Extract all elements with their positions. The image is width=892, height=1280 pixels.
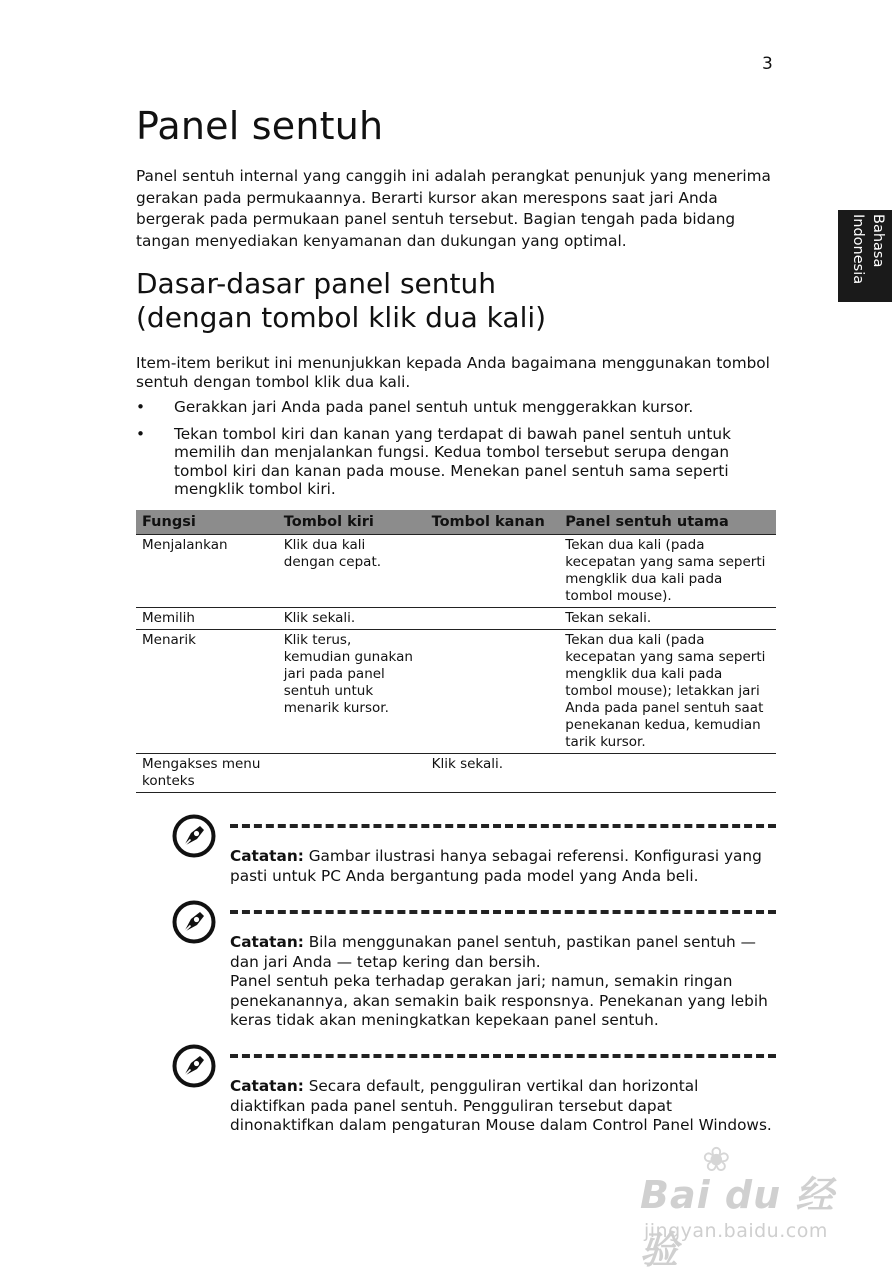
table-row <box>136 535 776 608</box>
table-cell: Klik sekali. <box>278 608 426 630</box>
table-cell: Tekan sekali. <box>559 608 776 630</box>
note-text <box>230 847 776 886</box>
note-box <box>172 814 776 894</box>
note-label: Catatan: <box>230 1077 304 1095</box>
table-cell <box>426 608 560 630</box>
note-text <box>230 933 776 1031</box>
language-side-tab-label: Bahasa Indonesia <box>850 214 886 285</box>
list-item-text: Tekan tombol kiri dan kanan yang terdapat di bawah panel sentuh untuk memilih dan menjalankan fungsi. Kedua tombol tersebut serupa dengan tombol kiri dan kanan pada mouse. Menekan panel sentuh sama seperti mengklik tombol kiri. <box>174 424 731 498</box>
note-paragraph <box>230 933 776 972</box>
table-cell: Tekan dua kali (pada kecepatan yang sama seperti mengklik dua kali pada tombol mouse). <box>559 535 776 608</box>
page-title: Panel sentuh <box>136 104 384 148</box>
table-cell <box>278 754 426 793</box>
section-lead: Item-item berikut ini menunjukkan kepada Anda bagaimana menggunakan tombol sentuh dengan tombol klik dua kali. <box>136 354 770 391</box>
column-header: Fungsi <box>136 510 278 535</box>
section-title-line-1: Dasar-dasar panel sentuh <box>136 267 496 300</box>
watermark-brand: Bai du 经验 <box>640 1173 835 1272</box>
dashed-divider <box>230 1054 776 1058</box>
watermark-url: jingyan.baidu.com <box>644 1220 828 1242</box>
table-row <box>136 754 776 793</box>
dashed-divider <box>230 910 776 914</box>
table-cell: Klik dua kali dengan cepat. <box>278 535 426 608</box>
table-cell: Menjalankan <box>136 535 278 608</box>
table-cell: Menarik <box>136 630 278 754</box>
intro-paragraph: Panel sentuh internal yang canggih ini adalah perangkat penunjuk yang menerima gerakan pada permukaannya. Berarti kursor akan merespons saat jari Anda bergerak pada permukaan panel sentuh tersebut. Bagian tengah pada bidang tangan menyediakan kenyamanan dan dukungan yang optimal. <box>136 167 771 250</box>
list-item <box>136 425 776 499</box>
dashed-divider <box>230 824 776 828</box>
list-item-text: Gerakkan jari Anda pada panel sentuh untuk menggerakkan kursor. <box>174 398 694 416</box>
table-cell: Klik terus, kemudian gunakan jari pada panel sentuh untuk menarik kursor. <box>278 630 426 754</box>
note-label: Catatan: <box>230 933 304 951</box>
pen-nib-icon <box>172 900 216 944</box>
section-title <box>136 267 776 335</box>
table-cell: Memilih <box>136 608 278 630</box>
note-body: Bila menggunakan panel sentuh, pastikan panel sentuh — dan jari Anda — tetap kering dan bersih. <box>230 933 756 971</box>
note-body: Gambar ilustrasi hanya sebagai referensi. Konfigurasi yang pasti untuk PC Anda bergantung pada model yang Anda beli. <box>230 847 762 885</box>
note-label: Catatan: <box>230 847 304 865</box>
note-paragraph: Panel sentuh peka terhadap gerakan jari; namun, semakin ringan penekanannya, akan semakin baik responsnya. Penekanan yang lebih keras tidak akan meningkatkan kepekaan panel sentuh. <box>230 972 768 1029</box>
section-title-line-2: (dengan tombol klik dua kali) <box>136 301 547 334</box>
baidu-watermark <box>640 1140 860 1272</box>
table-header-row <box>136 510 776 535</box>
list-item <box>136 398 776 417</box>
function-table <box>136 510 776 793</box>
table-cell: Klik sekali. <box>426 754 560 793</box>
table-row <box>136 630 776 754</box>
bullet-icon: • <box>136 398 146 416</box>
page-number: 3 <box>762 54 773 74</box>
bullet-list <box>136 398 776 507</box>
table-cell: Tekan dua kali (pada kecepatan yang sama seperti mengklik dua kali pada tombol mouse); letakkan jari Anda pada panel sentuh saat penekanan kedua, kemudian tarik kursor. <box>559 630 776 754</box>
table-cell <box>426 535 560 608</box>
pen-nib-icon <box>172 1044 216 1088</box>
column-header: Panel sentuh utama <box>559 510 776 535</box>
language-side-tab <box>838 210 892 302</box>
table-cell <box>559 754 776 793</box>
column-header: Tombol kanan <box>426 510 560 535</box>
paw-icon: ❀ <box>702 1140 731 1180</box>
bullet-icon: • <box>136 424 146 443</box>
table-row <box>136 608 776 630</box>
table-cell: Mengakses menu konteks <box>136 754 278 793</box>
note-box <box>172 900 776 1040</box>
note-body: Secara default, pengguliran vertikal dan horizontal diaktifkan pada panel sentuh. Pengguliran tersebut dapat dinonaktifkan dalam pengaturan Mouse dalam Control Panel Windows. <box>230 1077 772 1134</box>
note-text <box>230 1077 776 1136</box>
column-header: Tombol kiri <box>278 510 426 535</box>
table-cell <box>426 630 560 754</box>
pen-nib-icon <box>172 814 216 858</box>
